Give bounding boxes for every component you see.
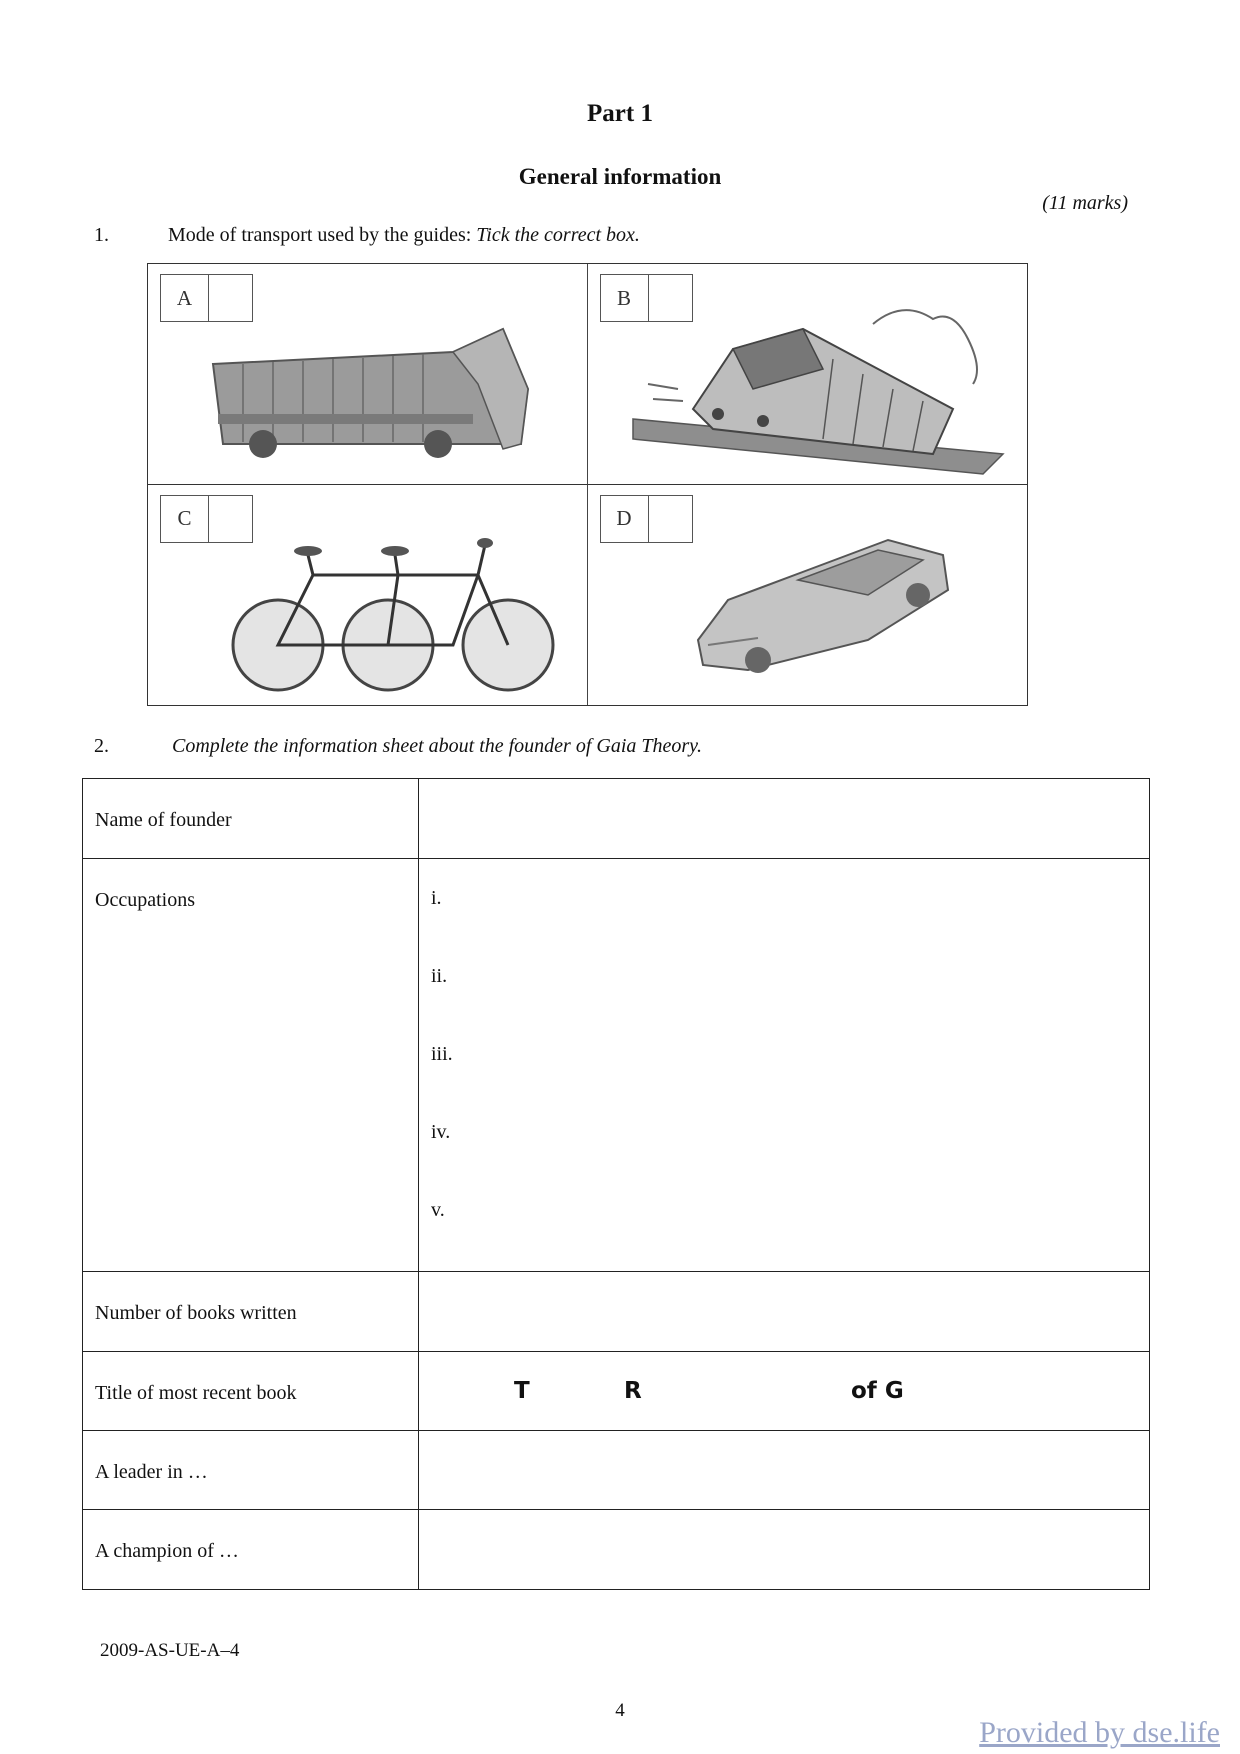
option-b-cell xyxy=(588,264,1028,485)
occupation-item[interactable] xyxy=(419,859,1149,937)
occupation-item[interactable] xyxy=(419,1171,1149,1249)
q1-number: 1. xyxy=(94,224,109,246)
row-label-name: Name of founder xyxy=(83,779,419,859)
occupation-item[interactable] xyxy=(419,937,1149,1015)
occupation-numeral: v. xyxy=(431,1198,445,1221)
part-title: Part 1 xyxy=(587,100,653,127)
title-hint-t: T xyxy=(514,1378,530,1404)
q2-instruction-text: Complete the information sheet about the founder of Gaia Theory. xyxy=(172,735,702,757)
provided-by-link[interactable]: Provided by dse.life xyxy=(979,1716,1220,1749)
row-label-title: Title of most recent book xyxy=(83,1352,419,1431)
option-d-tick-box[interactable] xyxy=(649,496,692,542)
row-label-occupations: Occupations xyxy=(83,859,419,1272)
option-a-letter: A xyxy=(161,275,209,321)
bus-icon xyxy=(203,294,543,474)
q2-number: 2. xyxy=(94,735,109,757)
q1-prompt-text: Mode of transport used by the guides: xyxy=(168,224,472,246)
car-icon xyxy=(688,520,958,690)
occupation-item[interactable] xyxy=(419,1015,1149,1093)
row-label-books: Number of books written xyxy=(83,1272,419,1352)
occupation-numeral: iv. xyxy=(431,1120,451,1143)
tandem-bicycle-icon xyxy=(223,515,563,695)
answer-title[interactable] xyxy=(419,1352,1150,1431)
title-hint-r: R xyxy=(624,1378,642,1404)
occupation-numeral: ii. xyxy=(431,964,448,987)
train-icon xyxy=(623,289,1013,479)
answer-books[interactable] xyxy=(419,1272,1150,1352)
row-label-champion: A champion of … xyxy=(83,1510,419,1590)
option-d-cell xyxy=(588,485,1028,706)
row-label-leader: A leader in … xyxy=(83,1431,419,1510)
answer-occupations xyxy=(419,859,1150,1272)
option-d-letter: D xyxy=(601,496,649,542)
option-c-cell xyxy=(148,485,588,706)
paper-code: 2009-AS-UE-A–4 xyxy=(100,1640,240,1661)
marks-label: (11 marks) xyxy=(1042,192,1128,214)
section-title: General information xyxy=(518,164,722,189)
occupation-numeral: i. xyxy=(431,886,442,909)
transport-options-grid xyxy=(147,263,1028,706)
founder-info-table xyxy=(82,778,1150,1590)
option-b-letter: B xyxy=(601,275,649,321)
title-hint-of-g: of G xyxy=(851,1378,904,1404)
answer-leader[interactable] xyxy=(419,1431,1150,1510)
occupation-numeral: iii. xyxy=(431,1042,453,1065)
option-c-letter: C xyxy=(161,496,209,542)
option-d-box xyxy=(600,495,693,543)
answer-champion[interactable] xyxy=(419,1510,1150,1590)
page-number: 4 xyxy=(615,1700,625,1721)
answer-name[interactable] xyxy=(419,779,1150,859)
q2-instruction xyxy=(172,735,702,758)
q1-prompt xyxy=(168,224,640,247)
option-a-cell xyxy=(148,264,588,485)
q1-instruction: Tick the correct box. xyxy=(476,224,640,246)
occupation-item[interactable] xyxy=(419,1093,1149,1171)
